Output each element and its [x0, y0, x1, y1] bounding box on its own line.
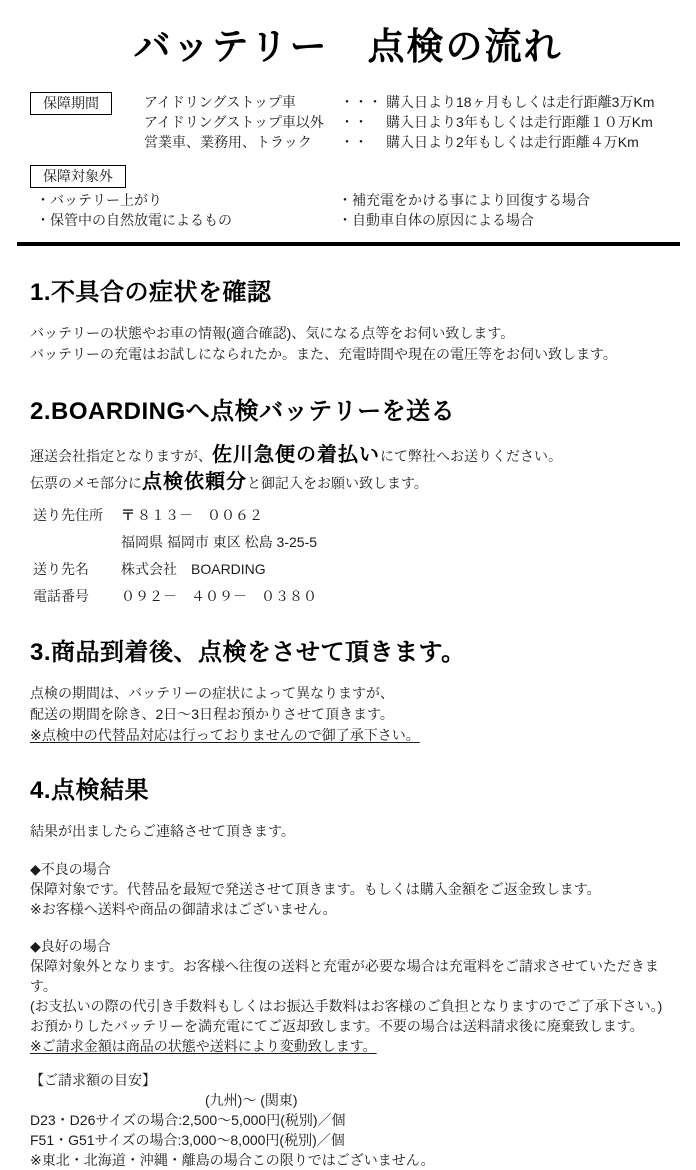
shipping-address-row [33, 505, 680, 525]
section2-line-memo [30, 469, 682, 496]
shipping-address-label: 送り先住所 [33, 507, 103, 523]
estimate-route: (九州)～ (関東) [205, 1092, 298, 1108]
warranty-row [144, 112, 654, 132]
memo-instruction-suffix: と御記入をお願い致します。 [247, 475, 428, 491]
exclusion-column-left [36, 190, 338, 230]
shipping-carrier-emphasis: 佐川急便の着払い [212, 444, 380, 466]
estimate-block [30, 1070, 682, 1170]
estimate-title: 【ご請求額の目安】 [30, 1072, 156, 1088]
good-case-block [30, 936, 682, 1056]
shipping-postal-line [121, 505, 263, 525]
good-case-line: お預かりしたバッテリーを満充電にてご返却致します。不要の場合は送料請求後に廃棄致します。 [30, 1018, 644, 1034]
shipping-name-row [33, 559, 680, 579]
bad-case-line: 保障対象です。代替品を最短で発送させて頂きます。もしくは購入金額をご返金致します。 [30, 881, 601, 897]
section3-note-underlined: ※点検中の代替品対応は行っておりませんので御了承下さい。 [30, 727, 420, 743]
section1-heading: 1.不具合の症状を確認 [30, 279, 272, 306]
warranty-dots: ・・ [340, 114, 368, 130]
section1-line: バッテリーの充電はお試しになられたか。また、充電時間や現在の電圧等をお伺い致します。 [30, 346, 617, 362]
warranty-period-label: 保障期間 [30, 92, 112, 115]
section3-line: 配送の期間を除き、2日～3日程お預かりさせて頂きます。 [30, 706, 394, 722]
section2-body [30, 442, 682, 496]
warranty-dots: ・・・ [340, 94, 382, 110]
exclusion-column-right [338, 190, 590, 230]
good-case-line: 保障対象外となります。お客様へ往復の送料と充電が必要な場合は充電料をご請求させていただきます。 [30, 958, 659, 994]
warranty-vehicle-type: アイドリングストップ車 [144, 94, 296, 110]
warranty-detail: 購入日より2年もしくは走行距離４万Km [386, 134, 639, 150]
estimate-price-line: D23・D26サイズの場合:2,500～5,000円(税別)／個 [30, 1112, 346, 1128]
warranty-vehicle-type: 営業車、業務用、トラック [144, 134, 312, 150]
section1-line: バッテリーの状態やお車の情報(適合確認)、気になる点等をお伺い致します。 [30, 325, 515, 341]
bad-case-line: ※お客様へ送料や商品の御請求はございません。 [30, 901, 337, 917]
bad-case-title: ◆不良の場合 [30, 861, 111, 877]
section-divider-rule [17, 242, 680, 246]
warranty-period-rows [144, 92, 654, 152]
estimate-price-line: F51・G51サイズの場合:3,000～8,000円(税別)／個 [30, 1132, 345, 1148]
warranty-vehicle-type: アイドリングストップ車以外 [144, 114, 324, 130]
shipping-instruction-prefix: 運送会社指定となりますが、 [30, 448, 212, 464]
section4-intro: 結果が出ましたらご連絡させて頂きます。 [30, 823, 295, 839]
exclusion-item: ・自動車自体の原因による場合 [338, 212, 534, 228]
shipping-phone-row [33, 586, 680, 606]
section1-body [30, 323, 682, 365]
good-case-line: (お支払いの際の代引き手数料もしくはお振込手数料はお客様のご負担となりますのでご了承下さい。) [30, 998, 663, 1014]
exclusion-item: ・保管中の自然放電によるもの [36, 212, 232, 228]
warranty-exclusions-label: 保障対象外 [30, 165, 126, 188]
good-case-note-underlined: ※ご請求金額は商品の状態や送料により変動致します。 [30, 1038, 377, 1054]
section2-line-shipping [30, 442, 682, 469]
page-title: バッテリー 点検の流れ [133, 26, 563, 67]
bad-case-block [30, 859, 682, 919]
section2-heading: 2.BOARDINGへ点検バッテリーを送る [30, 398, 456, 425]
warranty-row [144, 132, 654, 152]
shipping-address-block [33, 505, 680, 606]
warranty-dots: ・・ [340, 134, 368, 150]
section3-line: 点検の期間は、バッテリーの症状によって異なりますが、 [30, 685, 394, 701]
shipping-address-row2 [33, 532, 680, 552]
shipping-street-address: 福岡県 福岡市 東区 松島 3-25-5 [121, 534, 318, 550]
postal-mark-icon: 〒 [121, 507, 135, 523]
section4-heading: 4.点検結果 [30, 777, 150, 804]
memo-note-emphasis: 点検依頼分 [142, 471, 247, 493]
good-case-title: ◆良好の場合 [30, 938, 111, 954]
estimate-note: ※東北・北海道・沖縄・離島の場合この限りではございません。 [30, 1152, 435, 1168]
section4-body [30, 821, 682, 1170]
shipping-phone-label: 電話番号 [33, 588, 89, 604]
warranty-detail: 購入日より3年もしくは走行距離１０万Km [386, 114, 653, 130]
memo-instruction-prefix: 伝票のメモ部分に [30, 475, 142, 491]
shipping-name-label: 送り先名 [33, 561, 89, 577]
shipping-postal-code: ８１３－ ００６２ [137, 507, 263, 523]
shipping-instruction-suffix: にて弊社へお送りください。 [380, 448, 562, 464]
shipping-phone-number: ０９２－ ４０９－ ０３８０ [121, 588, 317, 604]
warranty-detail: 購入日より18ヶ月もしくは走行距離3万Km [386, 94, 655, 110]
shipping-company-name: 株式会社 BOARDING [121, 561, 266, 577]
section3-body [30, 683, 682, 746]
exclusion-item: ・補充電をかける事により回復する場合 [338, 192, 590, 208]
exclusion-item: ・バッテリー上がり [36, 192, 162, 208]
warranty-period-section [30, 92, 680, 152]
warranty-row [144, 92, 654, 112]
section3-heading: 3.商品到着後、点検をさせて頂きます。 [30, 639, 466, 666]
warranty-exclusions-section [30, 165, 680, 230]
exclusion-columns [36, 190, 680, 230]
